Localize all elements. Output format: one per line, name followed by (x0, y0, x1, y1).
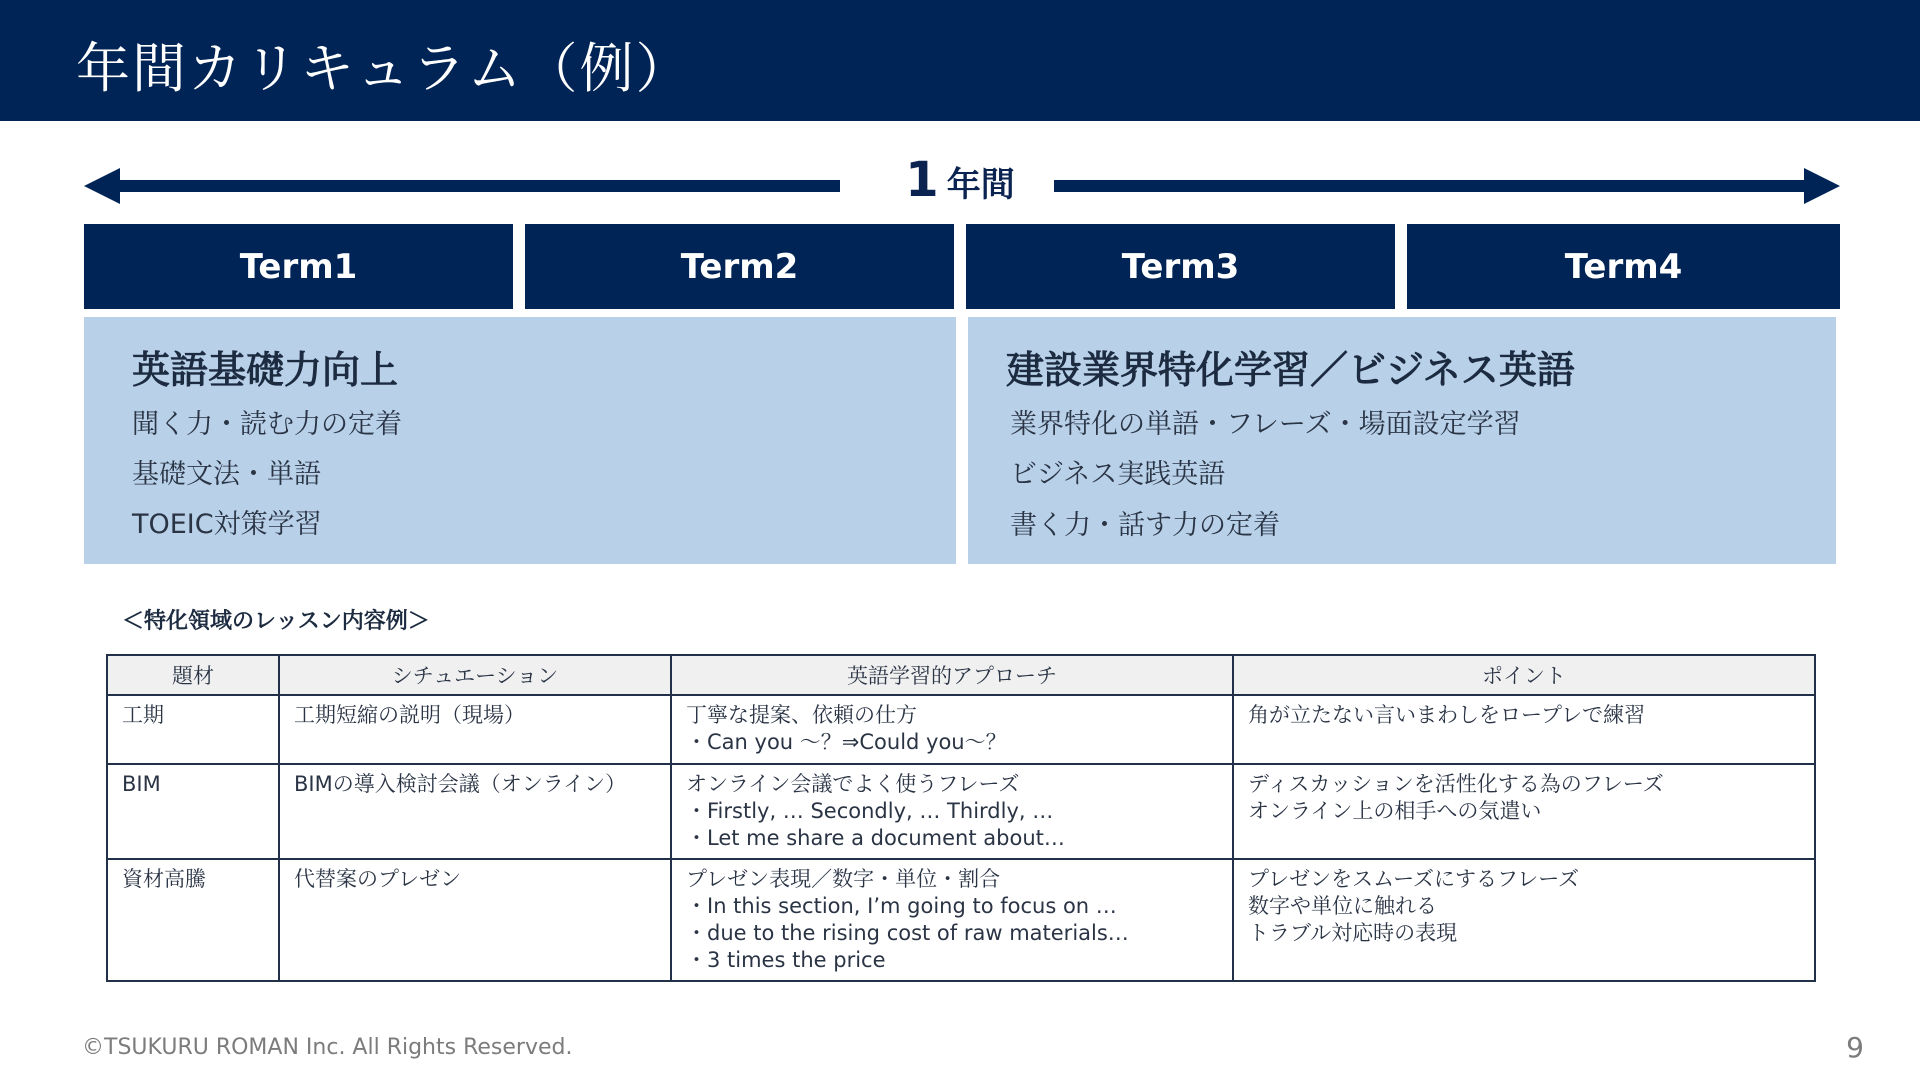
cell-topic: BIM (107, 764, 279, 859)
table-row (107, 859, 1815, 981)
timeline-label (0, 152, 1920, 208)
lessons-table (106, 654, 1816, 982)
timeline-number: 1 (905, 152, 939, 208)
term-2: Term2 (525, 224, 954, 309)
term-3: Term3 (966, 224, 1395, 309)
column-header: ポイント (1233, 655, 1815, 695)
cell-points: プレゼンをスムーズにするフレーズ 数字や単位に触れる トラブル対応時の表現 (1233, 859, 1815, 981)
column-header: シチュエーション (279, 655, 671, 695)
panel-basic-english (84, 317, 956, 564)
panel-title: 建設業界特化学習／ビジネス英語 (1006, 348, 1575, 392)
panel-item: 基礎文法・単語 (132, 459, 321, 490)
table-row (107, 764, 1815, 859)
timeline-unit: 年間 (946, 165, 1015, 205)
cell-topic: 資材高騰 (107, 859, 279, 981)
lessons-heading: ＜特化領域のレッスン内容例＞ (122, 609, 430, 634)
cell-approach: プレゼン表現／数字・単位・割合 ・In this section, I’m going to focus on … ・due to the rising cost of raw materials… ・3 times the price (671, 859, 1233, 981)
page-title: 年間カリキュラム（例） (76, 37, 692, 100)
term-1: Term1 (84, 224, 513, 309)
column-header: 題材 (107, 655, 279, 695)
cell-approach: オンライン会議でよく使うフレーズ ・Firstly, … Secondly, … Thirdly, … ・Let me share a document about… (671, 764, 1233, 859)
column-header: 英語学習的アプローチ (671, 655, 1233, 695)
panel-item: 聞く力・読む力の定着 (132, 409, 402, 440)
panel-title: 英語基礎力向上 (132, 348, 399, 392)
page-number: 9 (1846, 1031, 1864, 1064)
table-row (107, 695, 1815, 764)
panel-item: ビジネス実践英語 (1010, 459, 1226, 490)
panel-item: TOEIC対策学習 (132, 509, 322, 540)
cell-situation: 代替案のプレゼン (279, 859, 671, 981)
term-row (84, 224, 1840, 309)
cell-approach: 丁寧な提案、依頼の仕方 ・Can you ～？⇒Could you～？ (671, 695, 1233, 764)
cell-points: 角が立たない言いまわしをロープレで練習 (1233, 695, 1815, 764)
cell-situation: 工期短縮の説明（現場） (279, 695, 671, 764)
panel-item: 書く力・話す力の定着 (1010, 510, 1280, 541)
copyright: ©TSUKURU ROMAN Inc. All Rights Reserved. (82, 1035, 573, 1060)
term-4: Term4 (1407, 224, 1840, 309)
cell-topic: 工期 (107, 695, 279, 764)
header-bar (0, 0, 1920, 121)
panel-item: 業界特化の単語・フレーズ・場面設定学習 (1010, 409, 1521, 440)
table-header-row (107, 655, 1815, 695)
panel-industry-english (968, 317, 1836, 564)
cell-situation: BIMの導入検討会議（オンライン） (279, 764, 671, 859)
cell-points: ディスカッションを活性化する為のフレーズ オンライン上の相手への気遣い (1233, 764, 1815, 859)
